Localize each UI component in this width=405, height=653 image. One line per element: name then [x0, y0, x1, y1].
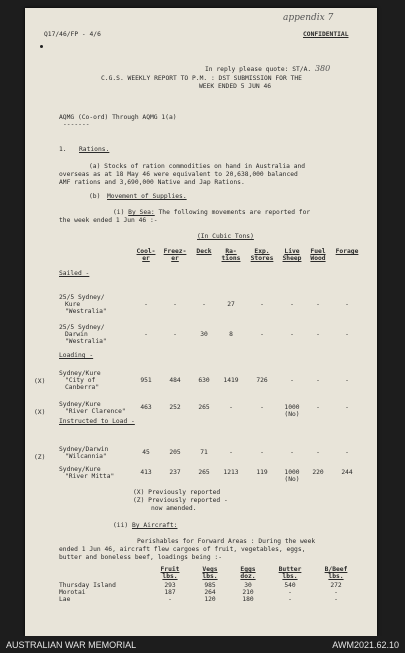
- row-vessel: "River Mitta": [65, 473, 115, 480]
- table-cell: 237: [169, 469, 181, 476]
- row-route: 25/5 Sydney/: [59, 294, 105, 301]
- table-cell: 45: [142, 449, 150, 456]
- table-cell: -: [345, 404, 349, 411]
- air-col-butter: Butter lbs.: [278, 566, 302, 580]
- table-cell: 985: [204, 582, 216, 589]
- section-sailed: Sailed -: [59, 270, 90, 277]
- table-cell: -: [260, 301, 264, 308]
- table-cell: 951: [140, 377, 152, 384]
- classification-label: CONFIDENTIAL: [303, 31, 349, 38]
- air-col-eggs: Eggs doz.: [240, 566, 256, 580]
- row-vessel: "City of: [65, 377, 96, 384]
- table-cell: -: [229, 404, 233, 411]
- table-cell-sub: (No): [284, 411, 300, 418]
- table-cell: 413: [140, 469, 152, 476]
- table-cell: 463: [140, 404, 152, 411]
- note-x: (X) Previously reported: [133, 489, 221, 496]
- table-cell: -: [290, 331, 294, 338]
- col-header-fuel-wood: Fuel Wood: [310, 248, 326, 262]
- table-cell: -: [316, 404, 320, 411]
- table-cell: 484: [169, 377, 181, 384]
- routing-line: AQMG (Co-ord) Through AQMG 1(a): [59, 114, 177, 121]
- table-cell: -: [260, 449, 264, 456]
- col-header-freezer: Freez- er: [163, 248, 187, 262]
- row-mark: (X): [34, 378, 46, 385]
- footer-credit: AUSTRALIAN WAR MEMORIAL: [6, 640, 137, 650]
- col-header-live-sheep: Live Sheep: [282, 248, 302, 262]
- row-vessel: Kure: [65, 301, 81, 308]
- document-page: [25, 8, 377, 636]
- table-cell: -: [316, 301, 320, 308]
- table-cell: -: [290, 377, 294, 384]
- air-col-bbeef: B/Beef lbs.: [324, 566, 348, 580]
- table-cell: -: [316, 331, 320, 338]
- table-cell: -: [334, 589, 338, 596]
- handwritten-note: appendix 7: [283, 13, 334, 23]
- air-text-line-2: ended 1 Jun 46, aircraft flew cargoes of fruit, vegetables, eggs,: [59, 546, 306, 553]
- row-route: Sydney/Kure: [59, 401, 101, 408]
- table-cell: 220: [312, 469, 324, 476]
- table-cell: -: [260, 404, 264, 411]
- para-a-line-3: AMF rations and 3,690,000 Native and Jap Rations.: [59, 179, 245, 186]
- table-cell: 1000: [284, 404, 300, 411]
- report-title-line-1: C.G.S. WEEKLY REPORT TO P.M. : DST SUBMISSION FOR THE: [101, 75, 302, 82]
- footer-accession: AWM2021.62.10: [332, 640, 399, 650]
- para-b-label: (b): [89, 193, 101, 200]
- row-vessel-cont: Canberra": [65, 384, 100, 391]
- table-cell: -: [144, 301, 148, 308]
- table-cell: 1000: [284, 469, 300, 476]
- col-header-deck: Deck: [196, 248, 212, 255]
- row-mark: (X): [34, 409, 46, 416]
- row-place: Thursday Island: [59, 582, 116, 589]
- table-cell: -: [173, 301, 177, 308]
- table-cell: -: [345, 449, 349, 456]
- table-cell: 30: [244, 582, 252, 589]
- table-cell: -: [168, 596, 172, 603]
- table-cell: 540: [284, 582, 296, 589]
- table-cell: 180: [242, 596, 254, 603]
- note-z-continued: now amended.: [151, 505, 197, 512]
- table-cell: -: [345, 301, 349, 308]
- table-cell: -: [173, 331, 177, 338]
- row-vessel: "Wilcannia": [65, 453, 107, 460]
- row-place: Lae: [59, 596, 71, 603]
- table-cell: -: [144, 331, 148, 338]
- sea-label: (i) By Sea: The following movements are reported for: [113, 209, 311, 216]
- table-cell: 726: [256, 377, 268, 384]
- table-cell: 264: [204, 589, 216, 596]
- table-cell: -: [288, 589, 292, 596]
- routing-underline: -------: [63, 121, 90, 128]
- note-z: (Z) Previously reported -: [133, 497, 228, 504]
- quote-reference: In reply please quote: ST/A. 380: [205, 64, 331, 73]
- table-cell: 210: [242, 589, 254, 596]
- row-route: Sydney/Kure: [59, 466, 101, 473]
- table-cell: 293: [164, 582, 176, 589]
- table-cell: 265: [198, 469, 210, 476]
- table-cell: 205: [169, 449, 181, 456]
- table-cell: 630: [198, 377, 210, 384]
- col-header-cooler: Cool- er: [136, 248, 156, 262]
- table-cell: 252: [169, 404, 181, 411]
- row-vessel-cont: "Westralia": [65, 338, 107, 345]
- table-cell: 265: [198, 404, 210, 411]
- table-cell: -: [288, 596, 292, 603]
- air-col-fruit: Fruit lbs.: [160, 566, 180, 580]
- air-heading: (ii) By Aircraft:: [113, 522, 178, 529]
- table-cell: 119: [256, 469, 268, 476]
- air-col-vegs: Vegs lbs.: [202, 566, 218, 580]
- file-reference: Q17/46/FP - 4/6: [44, 31, 101, 38]
- table-cell: -: [229, 449, 233, 456]
- para-b-title: Movement of Supplies.: [107, 193, 187, 200]
- row-place: Morotai: [59, 589, 86, 596]
- table-cell: 27: [227, 301, 235, 308]
- table-cell: -: [334, 596, 338, 603]
- row-vessel: "River Clarence": [65, 408, 126, 415]
- col-header-forage: Forage: [335, 248, 359, 255]
- sea-text-line-2: the week ended 1 Jun 46 :-: [59, 217, 158, 224]
- table-cell: 120: [204, 596, 216, 603]
- table-cell: -: [202, 301, 206, 308]
- air-text-line-3: butter and boneless beef, loadings being :-: [59, 554, 223, 561]
- row-route: Sydney/Darwin: [59, 446, 109, 453]
- col-header-exp-stores: Exp. Stores: [250, 248, 274, 262]
- col-header-rations: Ra- tions: [221, 248, 241, 262]
- table-cell: 1213: [223, 469, 239, 476]
- para-a-line-2: overseas as at 18 May 46 were equivalent to 20,638,000 balanced: [59, 171, 298, 178]
- table-cell: 187: [164, 589, 176, 596]
- row-route: 25/5 Sydney/: [59, 324, 105, 331]
- table-cell: 71: [200, 449, 208, 456]
- units-header: (In Cubic Tons): [197, 233, 254, 240]
- table-cell: -: [316, 377, 320, 384]
- table-cell-sub: (No): [284, 476, 300, 483]
- table-cell: -: [290, 449, 294, 456]
- report-title-line-2: WEEK ENDED 5 JUN 46: [199, 83, 272, 90]
- table-cell: 244: [341, 469, 353, 476]
- row-route: Sydney/Kure: [59, 370, 101, 377]
- punch-hole: [40, 45, 43, 48]
- section-loading: Loading -: [59, 352, 94, 359]
- footer-bar: [0, 636, 405, 653]
- table-cell: -: [345, 377, 349, 384]
- table-cell: 30: [200, 331, 208, 338]
- row-mark: (Z): [34, 454, 46, 461]
- para-a-line-1: (a) Stocks of ration commodities on hand in Australia and: [89, 163, 306, 170]
- section-title: Rations.: [79, 146, 110, 153]
- section-instructed: Instructed to Load -: [59, 418, 135, 425]
- table-cell: -: [316, 449, 320, 456]
- table-cell: -: [260, 331, 264, 338]
- table-cell: 1419: [223, 377, 239, 384]
- table-cell: 272: [330, 582, 342, 589]
- table-cell: -: [345, 331, 349, 338]
- table-cell: 8: [229, 331, 233, 338]
- row-vessel-cont: "Westralia": [65, 308, 107, 315]
- air-text-line-1: Perishables for Forward Areas : During the week: [137, 538, 316, 545]
- row-vessel: Darwin: [65, 331, 88, 338]
- section-number: 1.: [59, 146, 67, 153]
- table-cell: -: [290, 301, 294, 308]
